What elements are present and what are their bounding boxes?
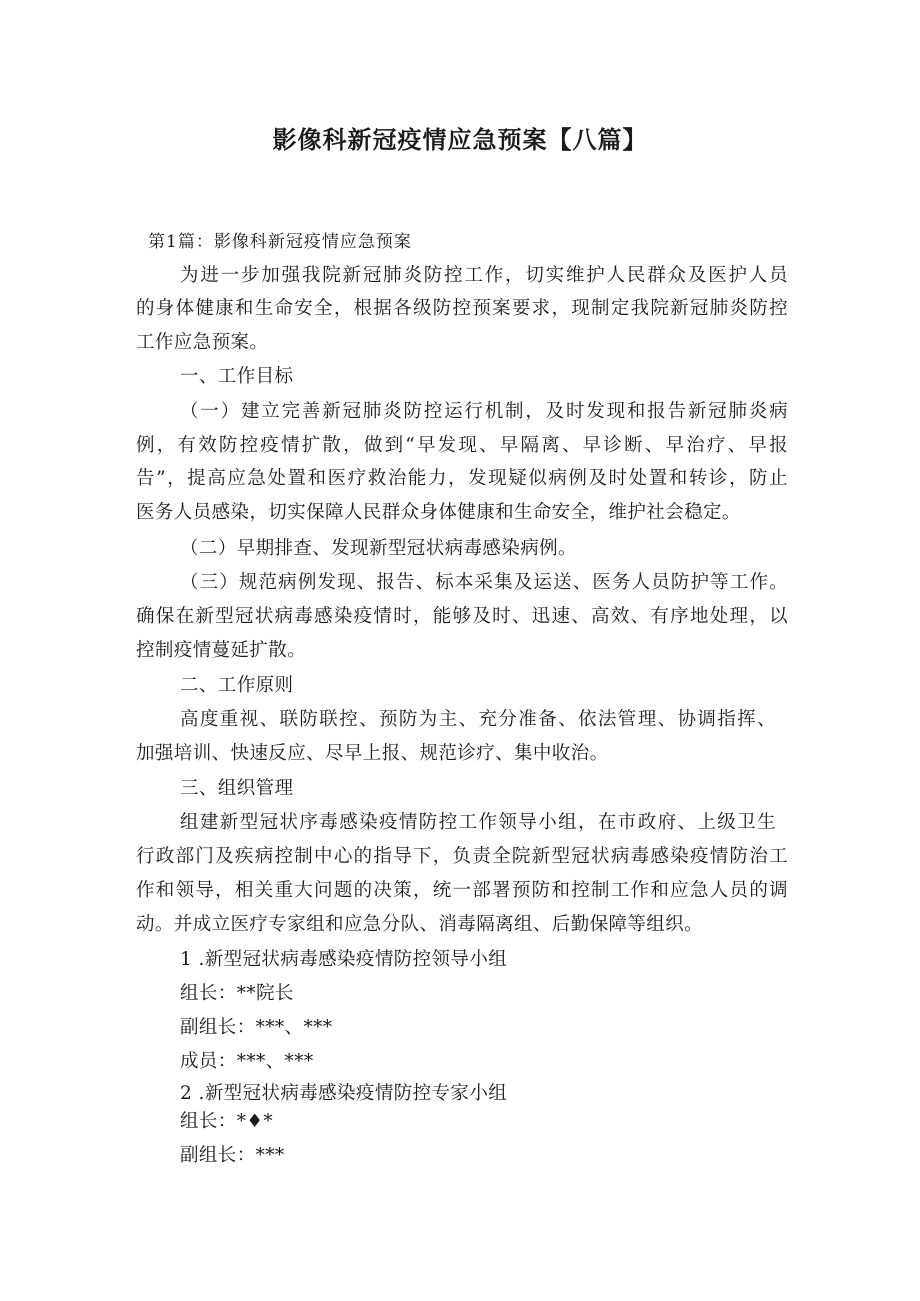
paragraph-line: 医务人员感染，切实保障人民群众身体健康和生命安全，维护社会稳定。	[136, 502, 741, 523]
section-heading: 第1篇：影像科新冠疫情应急预案	[148, 232, 412, 252]
list-item: 副组长：***	[180, 1145, 285, 1166]
paragraph-line: 的身体健康和生命安全，根据各级防控预案要求，现制定我院新冠肺炎防控	[136, 298, 788, 319]
paragraph-line: 高度重视、联防联控、预防为主、充分准备、依法管理、协调指挥、	[180, 709, 776, 730]
paragraph-line: 告”，提高应急处置和医疗救治能力，发现疑似病例及时处置和转诊，防止	[136, 468, 788, 489]
paragraph-line: 动。并成立医疗专家组和应急分队、消毒隔离组、后勤保障等组织。	[136, 914, 704, 935]
paragraph-line: 作和领导，相关重大问题的决策，统一部署预防和控制工作和应急人员的调	[136, 880, 788, 901]
paragraph-line: 例，有效防控疫情扩散，做到“早发现、早隔离、早诊断、早治疗、早报	[136, 435, 788, 456]
paragraph-line: （二）早期排查、发现新型冠状病毒感染病例。	[180, 538, 577, 559]
paragraph-line: 组建新型冠状序毒感染疫情防控工作领导小组，在市政府、上级卫生	[180, 812, 776, 833]
paragraph-line: （一）建立完善新冠肺炎防控运行机制，及时发现和报告新冠肺炎病	[180, 401, 788, 422]
list-item: 2 .新型冠状病毒感染疫情防控专家小组	[180, 1083, 508, 1104]
paragraph-line: 确保在新型冠状病毒感染疫情时，能够及时、迅速、高效、有序地处理，以	[136, 606, 788, 627]
paragraph-line: （三）规范病例发现、报告、标本采集及运送、医务人员防护等工作。	[180, 572, 788, 593]
list-item: 1 .新型冠状病毒感染疫情防控领导小组	[180, 949, 508, 970]
document-title: 影像科新冠疫情应急预案【八篇】	[272, 126, 648, 154]
list-item: 组长：*♦*	[180, 1111, 273, 1132]
paragraph-line: 加强培训、快速反应、尽早上报、规范诊疗、集中收治。	[136, 743, 609, 764]
subheading: 三、组织管理	[180, 778, 294, 799]
list-item: 成员：***、***	[180, 1051, 314, 1072]
paragraph-line: 行政部门及疾病控制中心的指导下，负责全院新型冠状病毒感染疫情防治工	[136, 846, 788, 867]
paragraph-line: 控制疫情蔓延扩散。	[136, 640, 307, 661]
list-item: 副组长：***、***	[180, 1017, 333, 1038]
subheading: 二、工作原则	[180, 675, 294, 696]
paragraph-line: 工作应急预案。	[136, 332, 269, 353]
list-item: 组长：**院长	[180, 983, 294, 1004]
paragraph-line: 为进一步加强我院新冠肺炎防控工作，切实维护人民群众及医护人员	[180, 265, 788, 286]
subheading: 一、工作目标	[180, 366, 294, 387]
